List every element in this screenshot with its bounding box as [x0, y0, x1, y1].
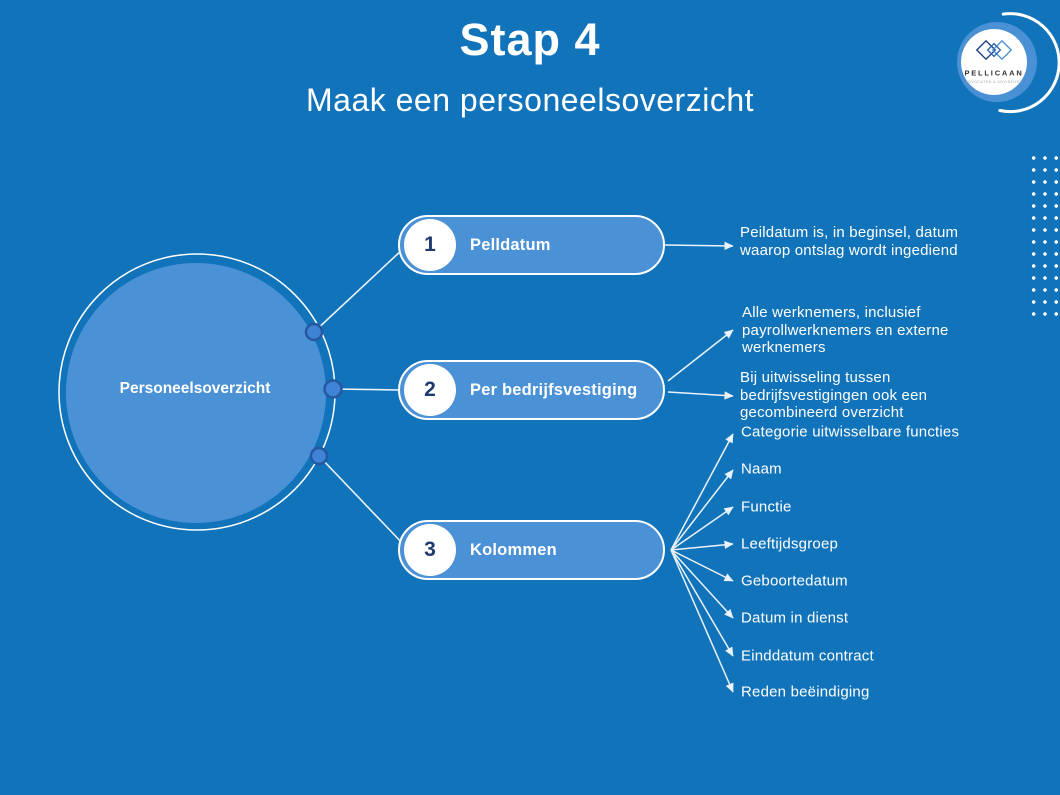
column-item: Functie [741, 498, 792, 516]
center-node-label: Personeelsoverzicht [119, 380, 271, 397]
node-label: Kolommen [470, 540, 557, 559]
column-item: Einddatum contract [741, 647, 874, 665]
page-subtitle: Maak een personeelsoverzicht [305, 82, 754, 118]
column-item: Categorie uitwisselbare functies [741, 423, 960, 441]
column-item: Datum in dienst [741, 609, 849, 627]
column-item: Naam [741, 460, 782, 478]
annotation-alle-werknemers: Alle werknemers, inclusief payrollwerknemers en externe werknemers [742, 304, 949, 356]
node-number-badge: 2 [404, 364, 456, 416]
logo-name: PELLICAAN [964, 68, 1024, 78]
node-number-badge: 1 [404, 219, 456, 271]
node-peildatum [398, 215, 665, 275]
logo-disc [961, 29, 1027, 95]
annotation-lines [665, 245, 733, 692]
node-kolommen [398, 520, 665, 580]
node-number-badge: 3 [404, 524, 456, 576]
column-item: Reden beëindiging [741, 683, 870, 701]
column-item: Geboortedatum [741, 572, 848, 590]
page-title: Stap 4 [459, 14, 601, 65]
node-per-bedrijfsvestiging [398, 360, 665, 420]
logo-tagline: ADVOCATEN & ADVISEURS [965, 80, 1023, 84]
annotation-peildatum: Peildatum is, in beginsel, datum waarop ontslag wordt ingediend [740, 224, 959, 259]
annotation-uitwisseling: Bij uitwisseling tussen bedrijfsvestigingen ook een gecombineerd overzicht [740, 369, 928, 421]
node-label: Per bedrijfsvestiging [470, 380, 638, 399]
column-item: Leeftijdsgroep [741, 535, 839, 553]
node-label: Pelldatum [470, 235, 551, 254]
pellicaan-logo [940, 0, 1060, 135]
